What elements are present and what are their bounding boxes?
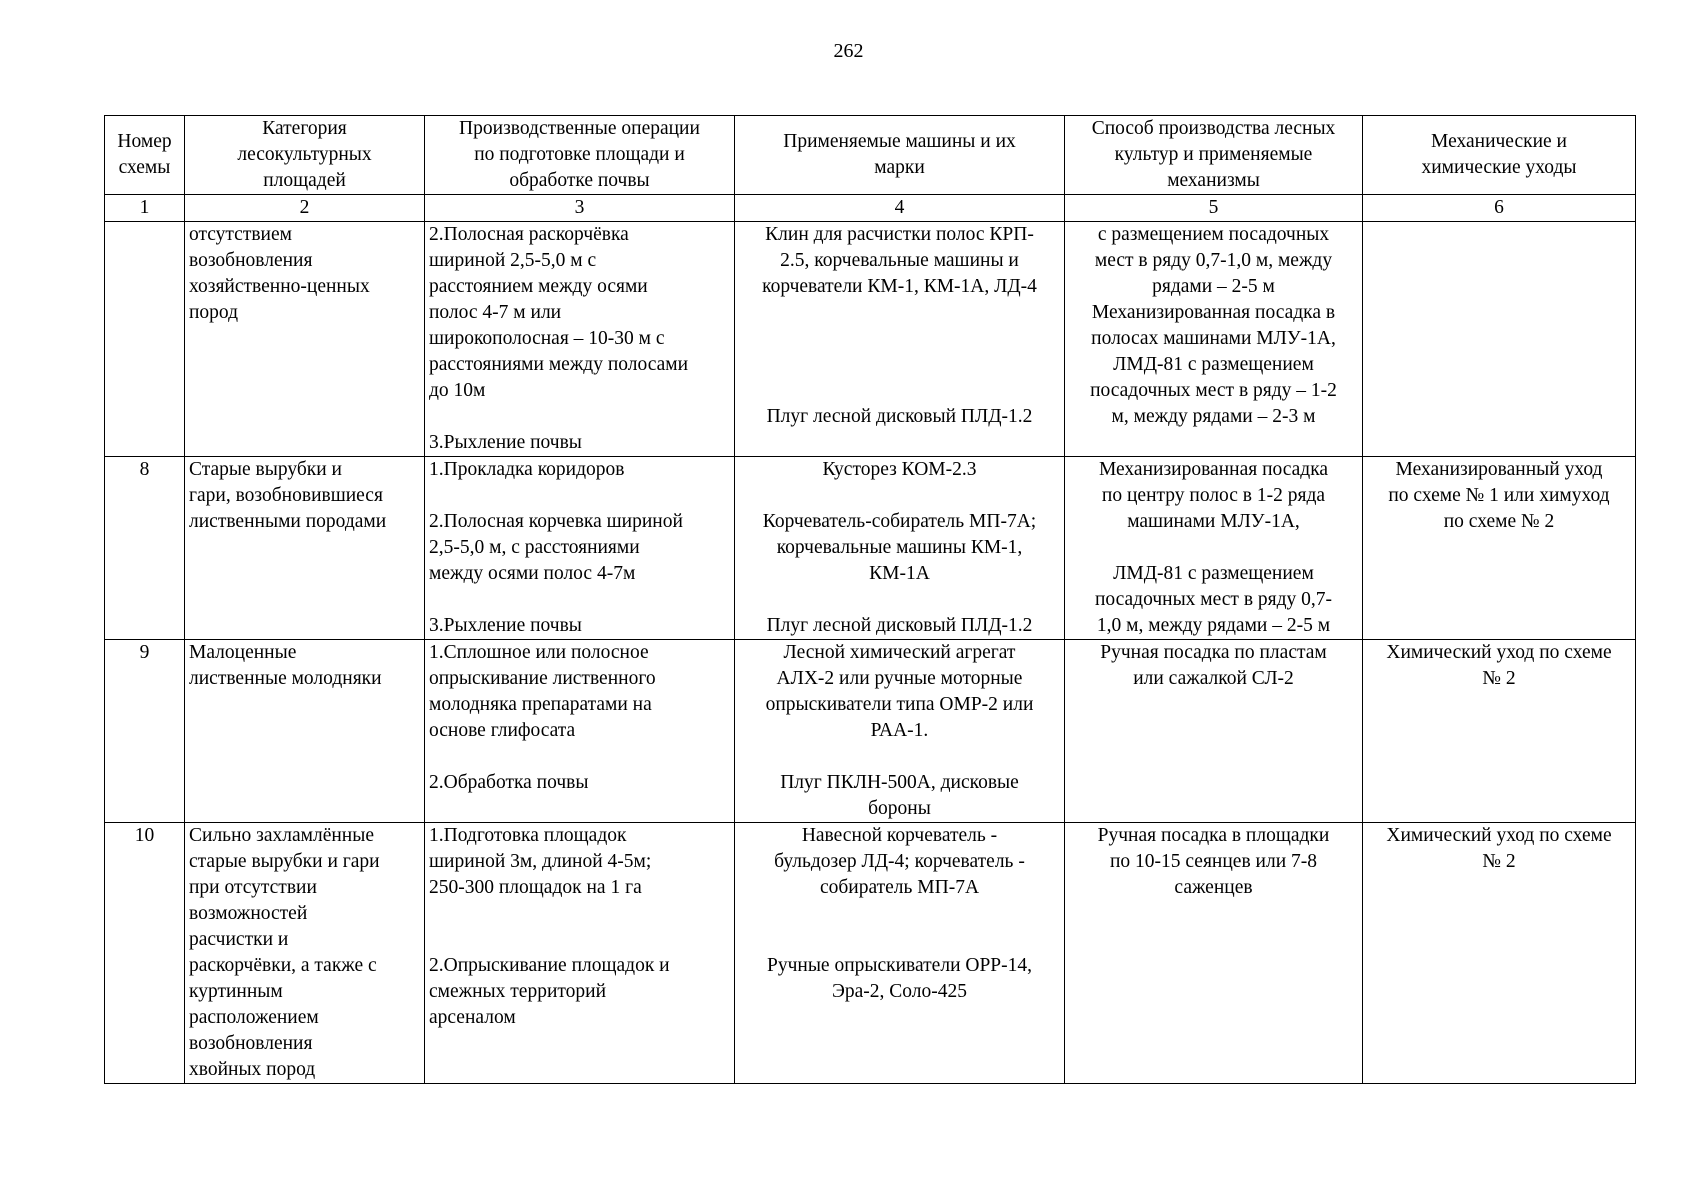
category-cell: Сильно захламлённые старые вырубки и гари при отсутствии возможностей расчистки и раскорчёвки, а также с куртинным расположением возобновления хвойных пород [185, 823, 425, 1084]
machines-cell: Лесной химический агрегат АЛХ-2 или ручные моторные опрыскиватели типа ОМР-2 или РАА-1. Плуг ПКЛН-500А, дисковые бороны [735, 640, 1065, 823]
machines-cell: Навесной корчеватель - бульдозер ЛД-4; корчеватель - собиратель МП-7А Ручные опрыскиватели ОРР-14, Эра-2, Соло-425 [735, 823, 1065, 1084]
header-category: Категория лесокультурных площадей [185, 116, 425, 195]
header-method: Способ производства лесных культур и применяемые механизмы [1065, 116, 1363, 195]
operations-cell: 1.Прокладка коридоров 2.Полосная корчевка шириной 2,5-5,0 м, с расстояниями между осями полос 4-7м 3.Рыхление почвы [425, 457, 735, 640]
table-row [105, 457, 1636, 640]
operations-cell: 1.Подготовка площадок шириной 3м, длиной 4-5м; 250-300 площадок на 1 га 2.Опрыскивание площадок и смежных территорий арсеналом [425, 823, 735, 1084]
care-cell: Химический уход по схеме № 2 [1363, 823, 1636, 1084]
header-care: Механические и химические уходы [1363, 116, 1636, 195]
method-cell: Механизированная посадка по центру полос в 1-2 ряда машинами МЛУ-1А, ЛМД-81 с размещением посадочных мест в ряду 0,7- 1,0 м, между рядами – 2-5 м [1065, 457, 1363, 640]
column-index: 3 [425, 195, 735, 222]
header-operations: Производственные операции по подготовке площади и обработке почвы [425, 116, 735, 195]
table-row [105, 823, 1636, 1084]
column-index: 4 [735, 195, 1065, 222]
method-cell: Ручная посадка в площадки по 10-15 сеянцев или 7-8 саженцев [1065, 823, 1363, 1084]
scheme-number-cell [105, 222, 185, 457]
machines-cell: Кусторез КОМ-2.3 Корчеватель-собиратель МП-7А; корчевальные машины КМ-1, КМ-1А Плуг лесной дисковый ПЛД-1.2 [735, 457, 1065, 640]
column-index: 1 [105, 195, 185, 222]
care-cell: Химический уход по схеме № 2 [1363, 640, 1636, 823]
care-cell [1363, 222, 1636, 457]
operations-cell: 2.Полосная раскорчёвка шириной 2,5-5,0 м с расстоянием между осями полос 4-7 м или широкополосная – 10-30 м с расстояниями между полосами до 10м 3.Рыхление почвы [425, 222, 735, 457]
method-cell: с размещением посадочных мест в ряду 0,7-1,0 м, между рядами – 2-5 м Механизированная посадка в полосах машинами МЛУ-1А, ЛМД-81 с размещением посадочных мест в ряду – 1-2 м, между рядами – 2-3 м [1065, 222, 1363, 457]
table-header-row [105, 116, 1636, 195]
scheme-number-cell: 8 [105, 457, 185, 640]
method-cell: Ручная посадка по пластам или сажалкой СЛ-2 [1065, 640, 1363, 823]
table-row [105, 640, 1636, 823]
column-index-row [105, 195, 1636, 222]
operations-cell: 1.Сплошное или полосное опрыскивание лиственного молодняка препаратами на основе глифосата 2.Обработка почвы [425, 640, 735, 823]
category-cell: отсутствием возобновления хозяйственно-ценных пород [185, 222, 425, 457]
category-cell: Старые вырубки и гари, возобновившиеся лиственными породами [185, 457, 425, 640]
scheme-number-cell: 10 [105, 823, 185, 1084]
care-cell: Механизированный уход по схеме № 1 или химуход по схеме № 2 [1363, 457, 1636, 640]
page-number: 262 [833, 40, 864, 62]
machines-cell: Клин для расчистки полос КРП- 2.5, корчевальные машины и корчеватели КМ-1, КМ-1А, ЛД-4 Плуг лесной дисковый ПЛД-1.2 [735, 222, 1065, 457]
column-index: 2 [185, 195, 425, 222]
column-index: 5 [1065, 195, 1363, 222]
category-cell: Малоценные лиственные молодняки [185, 640, 425, 823]
table-row [105, 222, 1636, 457]
header-machines: Применяемые машины и их марки [735, 116, 1065, 195]
header-scheme-number: Номер схемы [105, 116, 185, 195]
scheme-number-cell: 9 [105, 640, 185, 823]
column-index: 6 [1363, 195, 1636, 222]
forestry-table [104, 115, 1636, 1084]
